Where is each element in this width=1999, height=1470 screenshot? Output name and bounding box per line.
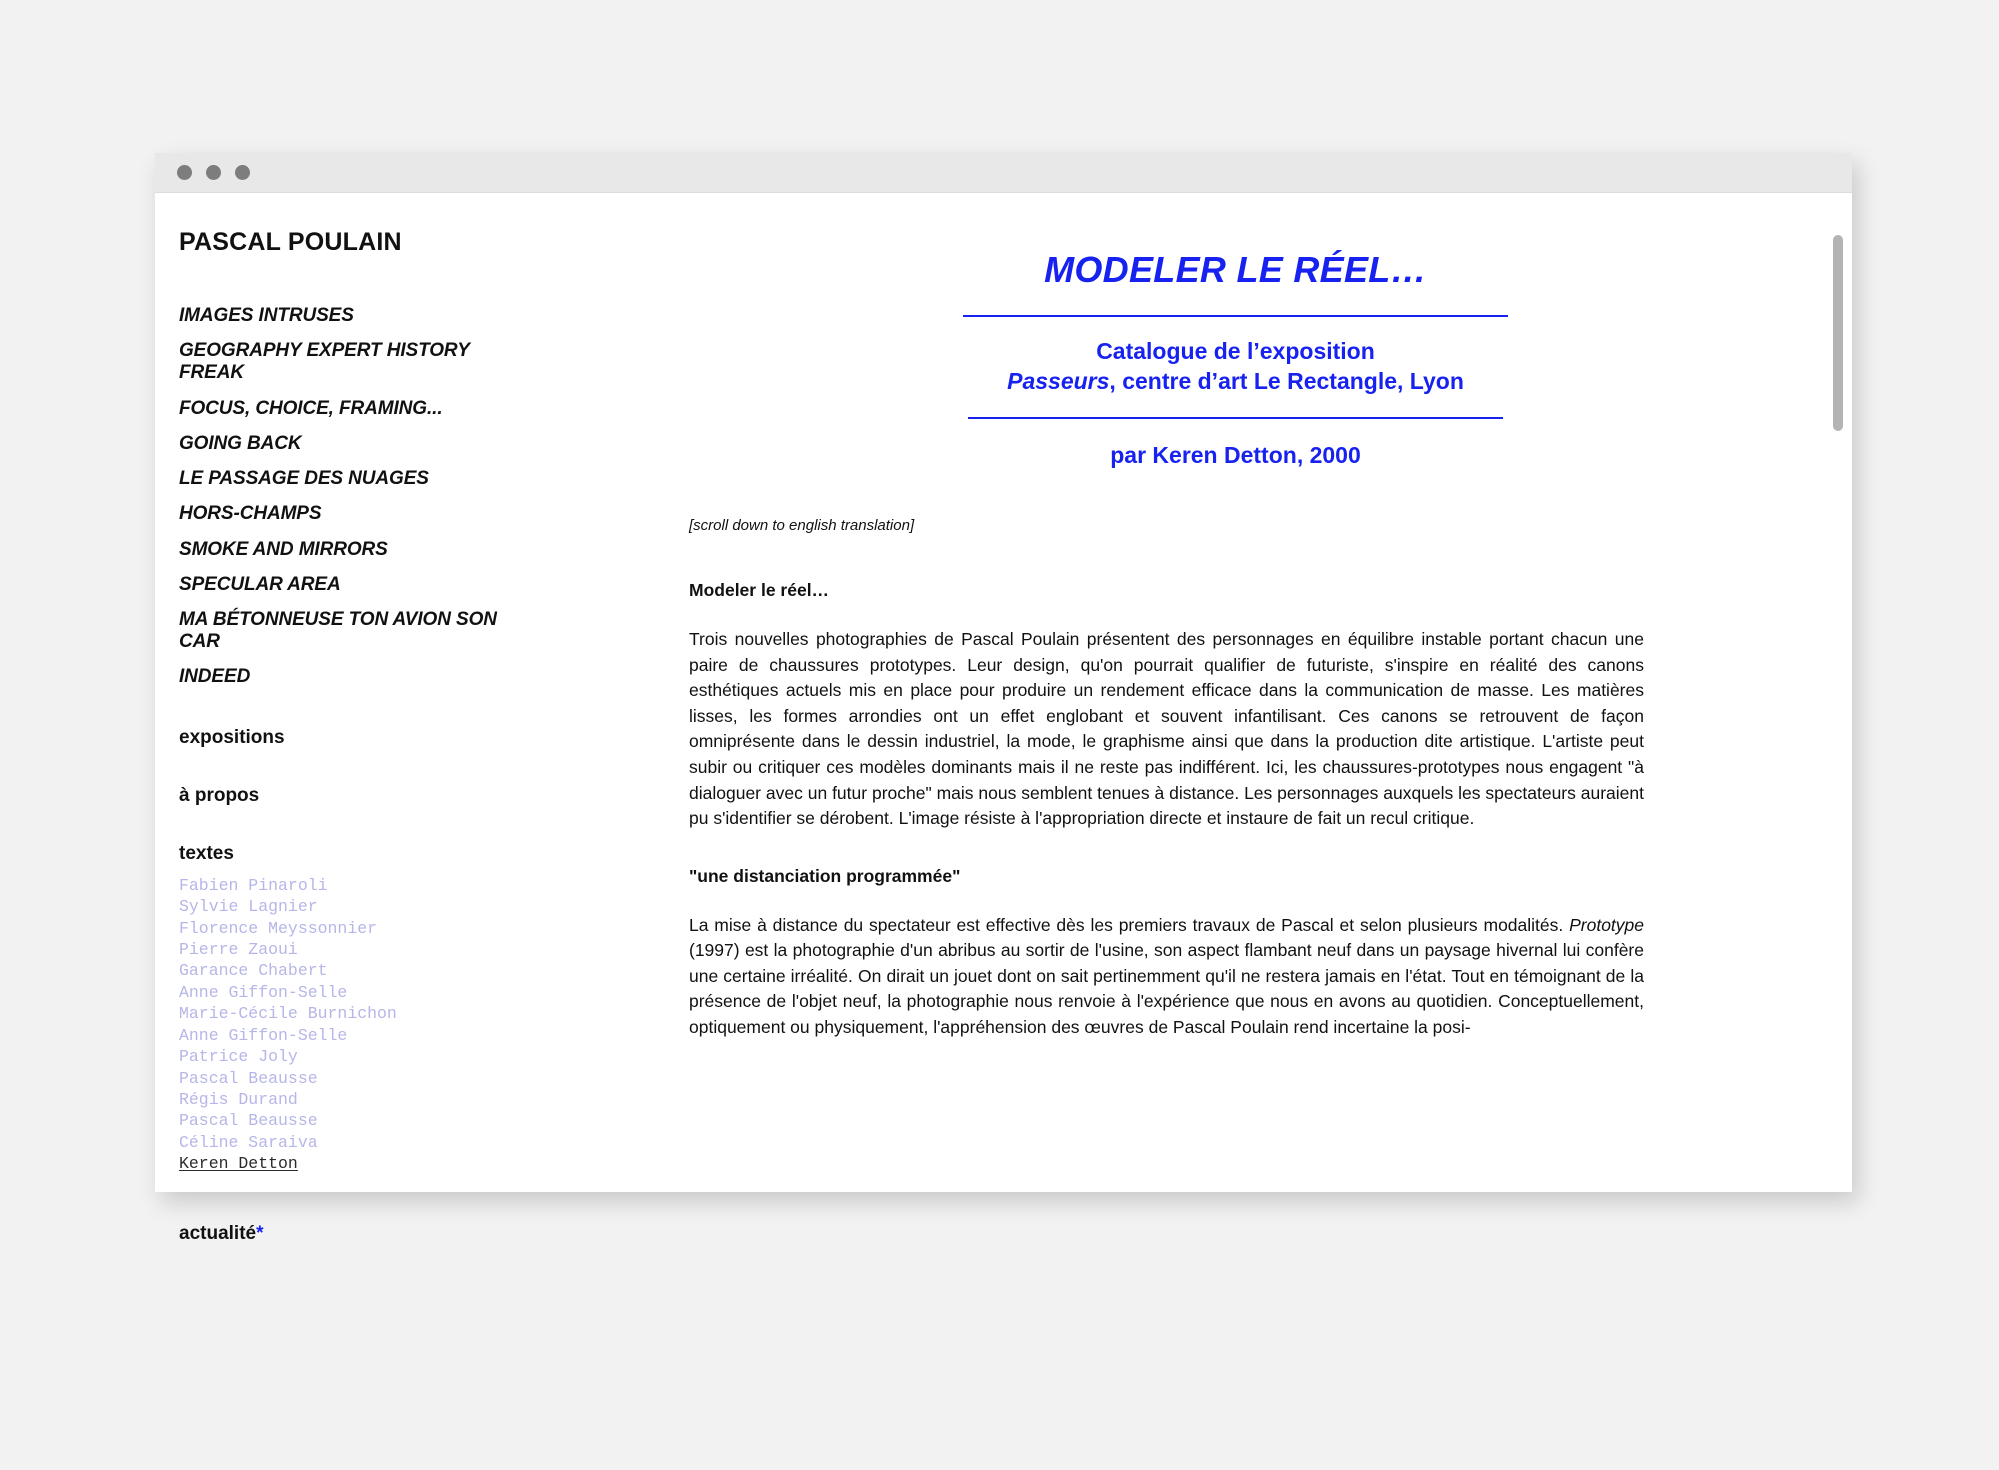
sidebar-item-actualite[interactable] xyxy=(179,1223,672,1245)
browser-window xyxy=(155,153,1852,1244)
list-item-active-keren-detton[interactable]: Keren Detton xyxy=(179,1154,298,1174)
sidebar-item-images-intruses[interactable]: IMAGES INTRUSES xyxy=(179,305,354,326)
scrollbar-thumb[interactable] xyxy=(1833,235,1843,431)
list-item[interactable]: Marie-Cécile Burnichon xyxy=(179,1004,397,1024)
document-body xyxy=(689,517,1644,1040)
section-paragraph-1: Trois nouvelles photographies de Pascal Poulain présentent des personnages en équilibre instable portant chacun une paire de chaussures prototypes. Leur design, qu'on pourrait qualifier de futuriste, s'inspire en réalité des canons esthétiques actuels mis en place pour produire un rendement efficace dans la communication de masse. Les matières lisses, les formes arrondies ont un effet englobant et souvent infantilisant. Ces canons se retrouvent de façon omniprésente dans le dessin industriel, la mode, le graphisme ainsi que dans la production dite artistique. L'artiste peut subir ou critiquer ces modèles dominants mais il ne reste pas indifférent. Ici, les chaussures-prototypes nous engagent "à dialoguer avec un futur proche" mais nous semblent tenues à distance. Les personnages auxquels les spectateurs auraient pu s'identifier se dérobent. L'image résiste à l'appropriation directe et instaure de fait un recul critique. xyxy=(689,629,1644,829)
sidebar-item-specular-area[interactable]: SPECULAR AREA xyxy=(179,573,341,595)
window-titlebar xyxy=(155,153,1852,193)
list-item[interactable]: Sylvie Lagnier xyxy=(179,897,318,917)
page-title: MODELER LE RÉEL… xyxy=(1044,249,1427,290)
sidebar-item-focus-choice-framing[interactable]: FOCUS, CHOICE, FRAMING... xyxy=(179,397,443,419)
main-content xyxy=(672,193,1852,1192)
sidebar-item-le-passage-des-nuages[interactable]: LE PASSAGE DES NUAGES xyxy=(179,468,429,490)
translation-note: [scroll down to english translation] xyxy=(689,517,915,535)
actualite-label: actualité xyxy=(179,1222,257,1244)
sidebar xyxy=(155,193,672,1244)
subtitle-line-1: Catalogue de l’exposition xyxy=(1096,338,1375,365)
sidebar-item-smoke-and-mirrors[interactable]: SMOKE AND MIRRORS xyxy=(179,538,388,560)
list-item[interactable]: Pierre Zaoui xyxy=(179,939,298,959)
paragraph-2-part-b: (1997) est la photographie d'un abribus au sortir de l'usine, son aspect flambant neuf dans un paysage hivernal lui confère une certaine irréalité. On dirait un jouet dont on sait pertinemment qu'il ne restera jamais en l'état. Tout en témoignant de la présence de l'objet neuf, la photographie nous renvoie à l'expérience que nous en avons au quotidien. Conceptuellement, optiquement ou physiquement, l'appréhension des œuvres de Pascal Poulain rend incertaine la posi- xyxy=(689,940,1644,1037)
sidebar-item-a-propos[interactable]: à propos xyxy=(179,784,260,806)
section-heading-2: "une distanciation programmée" xyxy=(689,865,961,886)
document-subtitle xyxy=(908,317,1563,417)
page-scrollbar[interactable] xyxy=(1830,193,1846,1192)
sidebar-item-geography-expert-history-freak[interactable]: GEOGRAPHY EXPERT HISTORY FREAK xyxy=(179,340,470,384)
sidebar-item-going-back[interactable]: GOING BACK xyxy=(179,432,302,454)
maximize-dot-icon[interactable] xyxy=(235,165,250,180)
sidebar-section-textes[interactable]: textes xyxy=(179,842,234,864)
list-item[interactable]: Patrice Joly xyxy=(179,1047,298,1067)
section-paragraph-2 xyxy=(689,913,1644,1041)
actualite-star-icon: * xyxy=(256,1222,264,1244)
project-nav-list xyxy=(179,305,672,689)
list-item[interactable]: Pascal Beausse xyxy=(179,1068,318,1088)
sidebar-item-ma-betonneuse-ton-avion-son-car[interactable]: MA BÉTONNEUSE TON AVION SON CAR xyxy=(179,608,497,653)
list-item[interactable]: Régis Durand xyxy=(179,1090,298,1109)
page-viewport xyxy=(155,193,1852,1244)
paragraph-2-part-a: La mise à distance du spectateur est effective dès les premiers travaux de Pascal et selon plusieurs modalités. xyxy=(689,914,1570,935)
sidebar-item-expositions[interactable]: expositions xyxy=(179,726,285,748)
document-header xyxy=(908,221,1563,469)
textes-link-list xyxy=(179,875,672,1175)
sidebar-item-indeed[interactable]: INDEED xyxy=(179,666,251,688)
site-title: PASCAL POULAIN xyxy=(179,228,402,256)
list-item[interactable]: Florence Meyssonnier xyxy=(179,918,378,938)
list-item[interactable]: Anne Giffon-Selle xyxy=(179,982,348,1002)
close-dot-icon[interactable] xyxy=(177,165,192,180)
list-item[interactable]: Garance Chabert xyxy=(179,961,328,981)
list-item[interactable]: Céline Saraiva xyxy=(179,1132,318,1152)
list-item[interactable]: Pascal Beausse xyxy=(179,1111,318,1131)
minimize-dot-icon[interactable] xyxy=(206,165,221,180)
list-item[interactable]: Anne Giffon-Selle xyxy=(179,1025,348,1045)
sidebar-item-hors-champs[interactable]: HORS-CHAMPS xyxy=(179,503,322,525)
document-author: par Keren Detton, 2000 xyxy=(1110,442,1361,469)
work-title-prototype: Prototype xyxy=(1569,914,1644,935)
subtitle-line-2: , centre d’art Le Rectangle, Lyon xyxy=(1109,368,1464,395)
list-item[interactable]: Fabien Pinaroli xyxy=(179,875,328,895)
section-heading-1: Modeler le réel… xyxy=(689,580,830,601)
subtitle-italic-passeurs: Passeurs xyxy=(1007,368,1110,395)
